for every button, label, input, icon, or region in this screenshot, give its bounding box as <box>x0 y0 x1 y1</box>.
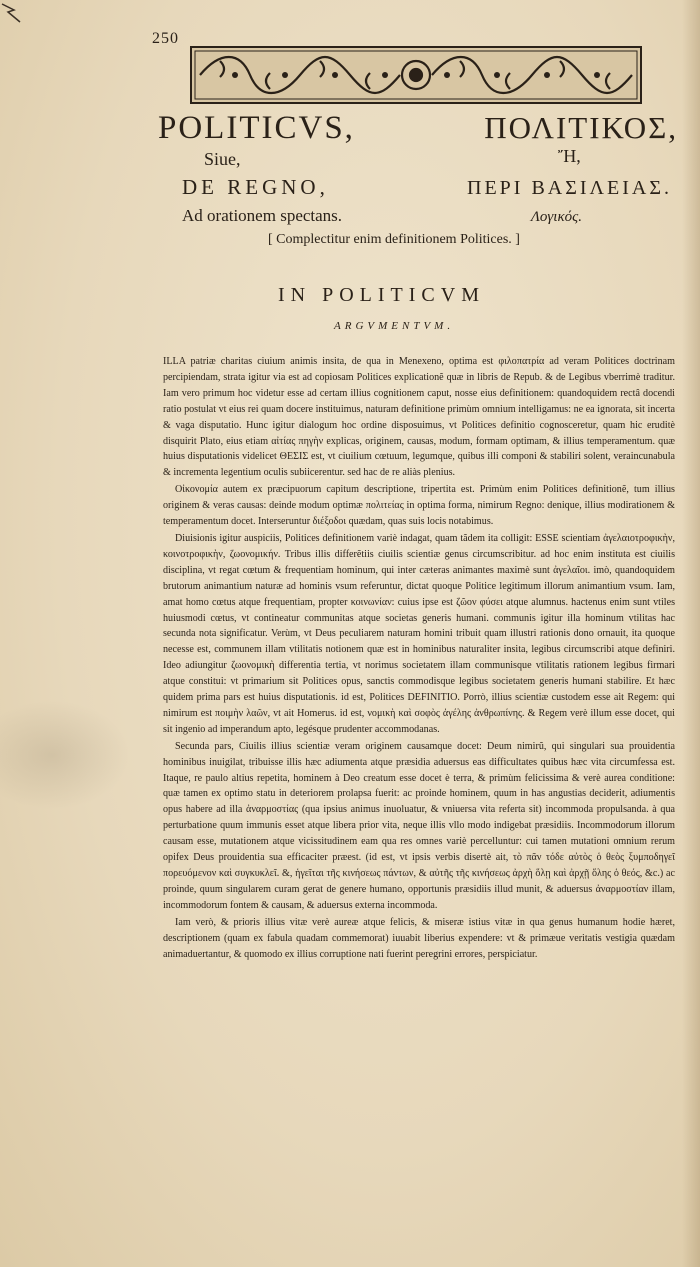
de-regno-latin: DE REGNO, <box>182 175 329 199</box>
section-subheading: ARGVMENTVM. <box>334 320 455 332</box>
subtitle-ee: Ἤ, <box>558 146 581 166</box>
body-text <box>163 354 675 962</box>
main-title-row <box>158 110 678 147</box>
de-regno-row <box>182 175 672 200</box>
ink-bleed-through <box>0 700 130 810</box>
ad-orationem-latin: Ad orationem spectans. <box>182 206 343 225</box>
peri-basileias-greek: ΠΕΡΙ ΒΑΣΙΛΕΙΑΣ. <box>467 177 672 199</box>
title-latin: POLITICVS, <box>158 110 355 146</box>
bracket-note: [ Complectitur enim definitionem Politices. ] <box>268 232 520 247</box>
subtitle-siue: Siue, <box>204 149 241 169</box>
page-number: 250 <box>152 30 179 47</box>
ornamental-headpiece-icon <box>190 46 642 104</box>
page-edge-shadow <box>682 0 700 1267</box>
logikos-greek: Λογικός. <box>530 209 582 225</box>
ad-orationem-row <box>182 206 582 226</box>
paragraph-2: Οἰκονομία autem ex præcipuorum capitum descriptione, tripertita est. Primùm enim Politices definitionẽ, tum illius originem & veras causas: deinde modum optimæ πολιτείας in optima forma, nimirum Regno: denique, illius modirationem & temperamentum docet. Interseruntur διέξοδοι quædam, quas suis locis notabimus. <box>163 484 675 528</box>
section-heading: IN POLITICVM <box>278 284 485 306</box>
paragraph-1: ILLA patriæ charitas ciuium animis insita, de qua in Menexeno, optima est φιλοπατρία ad veram Politices doctrinam percipiendam, strata igitur via est ad copiosam Politices explicationẽ quæ in libris de Repub. & de Legibus vberrimè traditur. Iam vero primum hoc videtur esse ad certam illius cognitionem caput, nosse eius definitionem: quandoquidem rectâ docendi ratio postulat vt eius rei quam docere instituimus, naturam definitione primùm omnium intelligamus: ne ea ignorata, sit incerta & vaga disputatio. Hunc igitur dialogum hoc ordine disposuimus, vt Politices definitio cognosceretur, quam hic eruditè disquirit Plato, eius etiam αἰτίας πηγὴν explicas, originem, causas, modum, formam optimam, & illius temperamentum. quæ huius disputationis videlicet ΘΕΣΙΣ est, vt ciuilium cœtuum, legumque, quibus illi componi & stabiliri solent, veraincunabula & incrementa legentium oculis subiicerentur. sed hac de re aliàs plenius. <box>163 356 675 479</box>
corner-mark-icon <box>0 0 40 35</box>
paragraph-3: Diuisionis igitur auspiciis, Politices definitionem variè indagat, quam tãdem ita colligit: ESSE scientiam ἀγελαιοτροφικὴν, κοινοτροφικὴν, ζωονομικήν. Tribus illis differẽtiis ciuilis scientiæ genus circumscribitur. ad hoc enim instituta est ciuilis disciplina, vt regat cœtum & frequentiam hominum, qui inter cæteras animantes maximè sunt ἀγελαῖοι. imò, quandoquidem brutorum animantium naturæ ad hominis vsum referuntur, dictat quoque Politice legitimum illorum animantium vsum. Iam, amat homo cœtus atque frequentiam, propter κοινωνίαν: cuius ipse est ζῶον φύσει atque alumnus. hactenus enim sunt vtiles huiusmodi cœtus, vt contineatur communitas atque societas generis humani. communis igitur illa hominum vtilitas hac secunda nota significatur. Verùm, vt Deus peculiarem naturam homini tribuit quam illustri rationis dono ornauit, ita quoque necesse est, communem illam vtilitatis notionem quæ est in hominibus naturaliter insita, legibus circumscribi atque definiri. Ideo adiungitur ζωονομικὴ differentia tertia, vt norimus societatem illam communisque vtilitatis rationem legibus firmari atque constitui: vt primarium sit Politices opus, sanctis commodisque legibus societatem generis humani stabilire. Et hæc quidem prima pars est huius disputationis. id est, Politices DEFINITIO. Porrò, illius scientiæ custodem esse ait Regem: qui nimirum est ποιμὴν λαῶν, vt ait Homerus. id est, νομικὴ καὶ σοφὸς ἀγέλης ἀνθρωπίνης. & Regem verè illum esse docet, qui sit ingenio ad imperandum apto, legésque prudenter accommodanas. <box>163 532 675 735</box>
title-greek: ΠΟΛΙΤΙΚΟΣ, <box>484 110 678 145</box>
paragraph-5: Iam verò, & prioris illius vitæ verè aureæ atque felicis, & miseræ istius vitæ in qua genus humanum hodie hæret, descriptionem (quam ex fabula quadam commemorat) iuuabit liberius expendere: vt & primæue veritatis vestigia quædam animaduertantur, & quomodo ex illius corruptione nati fuerint peregrini errores, perspiciatur. <box>163 916 675 960</box>
paragraph-4: Secunda pars, Ciuilis illius scientiæ veram originem causamque docet: Deum nimirũ, qui singulari sua prouidentia hominibus inuigilat, tribuisse illis hæc adiumenta atque præsidia aduersus eas difficultates quibus hæc vita circumfessa est. Itaque, re paulo altius repetita, hominem à Deo creatum esse docet è terra, & primùm felicissima & verè aurea conditione: quæ tamen ex optimo statu in deteriorem prolapsa fuerit: ac proinde hominem, quum in has angustias deciderit, adiumentis opus habere ad illa ἀναρμοστίας (qua ipsius animus inuoluatur, & vniuersa vita referta sit) incommoda propulsanda. à qua perturbatione quum immunis esset atque libera prior vita, neque illis vllo modo indigebat præsidiis. Incommodorum illorum causam esse, mutationem atque vicissitudinem eam qua res omnes variè percelluntur: cui tamen mutationi omnium rerum opifex Deus prouidentia sua efficaciter præest. (id est, vt ipsis verbis disertè ait, τὸ πᾶν τόδε αὐτὸς ὁ θεὸς ξυμποδηγεῖ πορευόμενον καὶ συγκυκλεῖ. &, ἡγεῖται τῆς κινήσεως πάντων, & αὐτῆς τῆς κινήσεως ἀρχὴ ὅλῃ καὶ ἀρχῇ ὅλης ὁ θεός, &c.) ac proinde, quum singularem curam gerat de genere humano, opportunis præsidiis illud munit, & aduersus ἀναρμοστίαν illam, incommodorum fontem & causam, & aduersus externa incommoda. <box>163 740 675 911</box>
